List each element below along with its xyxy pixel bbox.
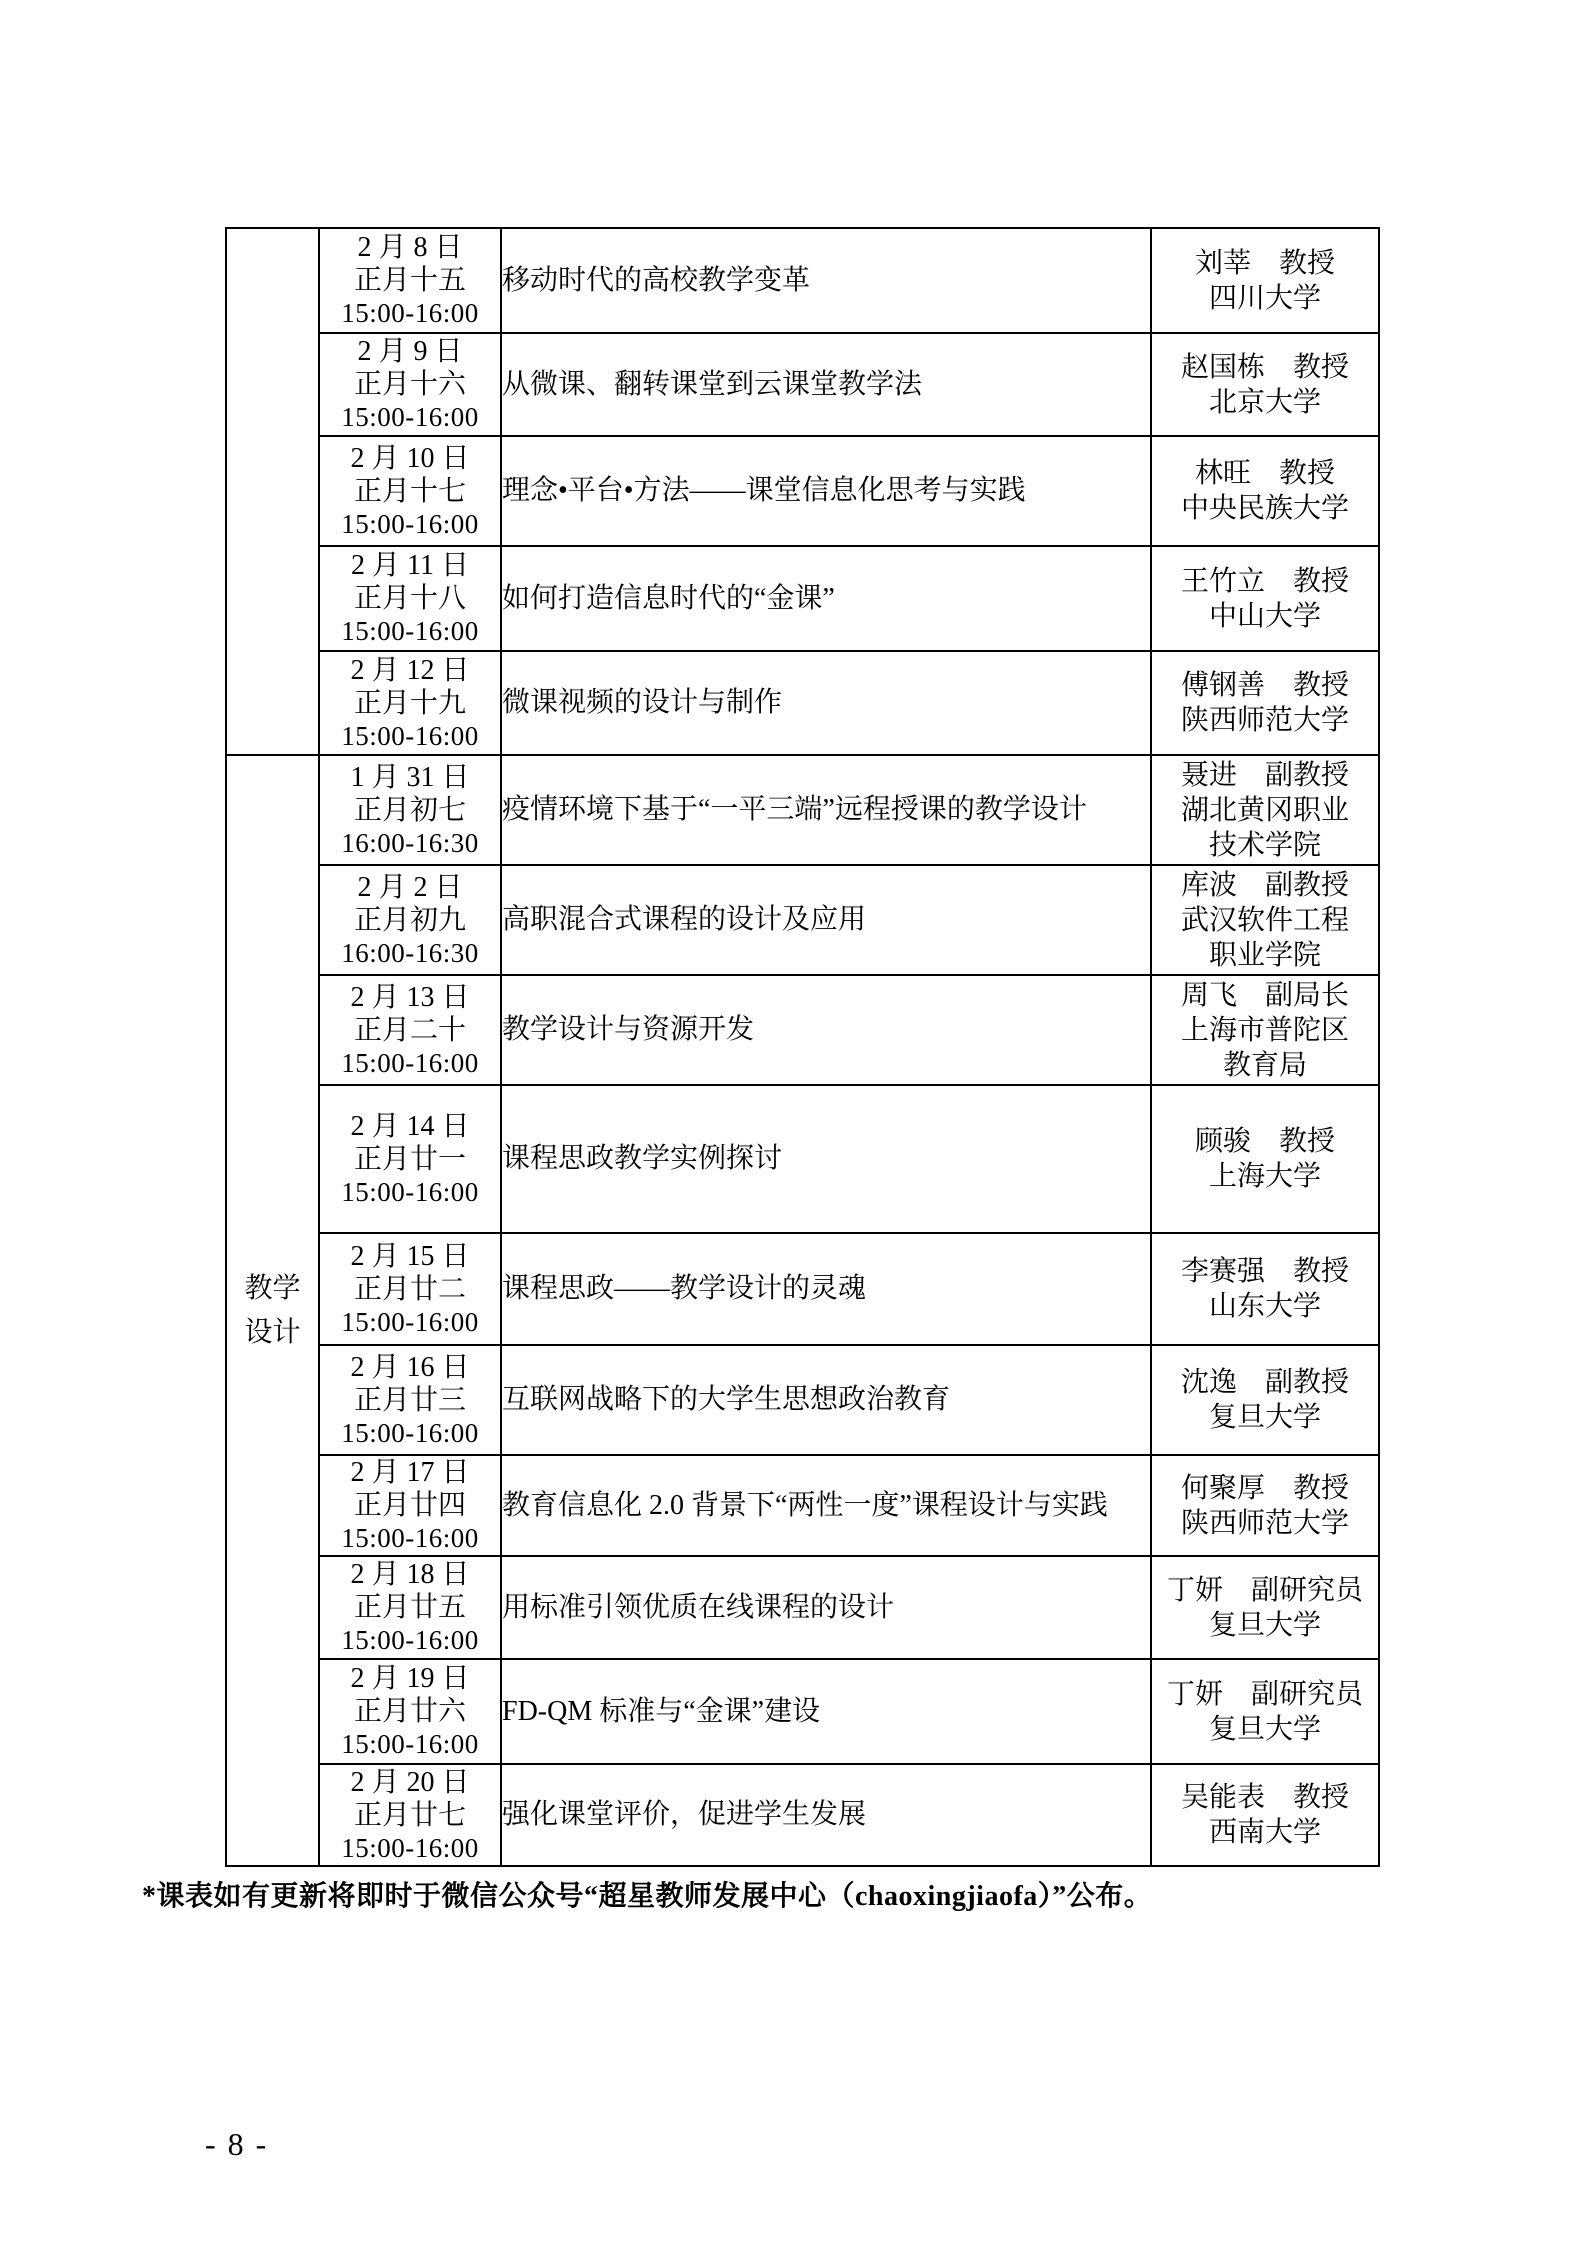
- lecture-title-cell: 课程思政——教学设计的灵魂: [501, 1233, 1151, 1345]
- speaker-affiliation: 陕西师范大学: [1180, 705, 1349, 736]
- date-cell: [319, 1345, 501, 1455]
- date-cell: [319, 1764, 501, 1866]
- date-time: 15:00-16:00: [341, 1832, 479, 1863]
- lecture-title-cell: 疫情环境下基于“一平三端”远程授课的教学设计: [501, 755, 1151, 865]
- lecture-title-cell: 如何打造信息时代的“金课”: [501, 546, 1151, 651]
- speaker-name-title: 库波 副教授: [1180, 869, 1349, 901]
- date-lunar: 正月十七: [353, 475, 466, 507]
- date-lunar: 正月十九: [353, 687, 466, 719]
- date-time: 15:00-16:00: [341, 1306, 479, 1337]
- speaker-affiliation: 北京大学: [1208, 386, 1321, 418]
- speaker-affiliation: 中山大学: [1208, 600, 1321, 632]
- lecture-title-cell: 强化课堂评价，促进学生发展: [501, 1764, 1151, 1866]
- speaker-name-title: 顾骏 教授: [1194, 1126, 1335, 1157]
- date-lunar: 正月廿七: [353, 1799, 466, 1831]
- speaker-name-title: 李赛强 教授: [1180, 1256, 1349, 1287]
- date-cell: [319, 228, 501, 333]
- date-cell: [319, 755, 501, 865]
- date-time: 15:00-16:00: [341, 1047, 479, 1078]
- schedule-table-body: [226, 228, 1379, 1866]
- table-row: [226, 436, 1379, 546]
- date-cell: [319, 1556, 501, 1659]
- date-time: 15:00-16:00: [341, 402, 479, 432]
- table-row: [226, 1659, 1379, 1764]
- speaker-cell: [1151, 1659, 1379, 1764]
- speaker-affiliation: 中央民族大学: [1180, 493, 1349, 524]
- lecture-title-cell: 课程思政教学实例探讨: [501, 1085, 1151, 1233]
- table-row: [226, 1233, 1379, 1345]
- lecture-title-cell: 从微课、翻转课堂到云课堂教学法: [501, 333, 1151, 436]
- speaker-name-title: 何聚厚 教授: [1180, 1472, 1349, 1504]
- date-lunar: 正月廿五: [353, 1592, 466, 1623]
- speaker-cell: [1151, 1764, 1379, 1866]
- group-header-cell: [226, 228, 319, 755]
- speaker-affiliation: 上海市普陀区: [1180, 1014, 1349, 1046]
- lecture-title-cell: FD-QM 标准与“金课”建设: [501, 1659, 1151, 1764]
- date-lunar: 正月初七: [353, 794, 466, 826]
- speaker-name-title: 林旺 教授: [1194, 458, 1335, 489]
- date-time: 15:00-16:00: [341, 1417, 479, 1448]
- date-cell: [319, 1233, 501, 1345]
- group-label-line: 教学: [244, 1272, 301, 1304]
- speaker-cell: [1151, 975, 1379, 1085]
- lecture-title-cell: 理念•平台•方法——课堂信息化思考与实践: [501, 436, 1151, 546]
- date-solar: 2 月 8 日: [357, 232, 463, 263]
- date-solar: 2 月 9 日: [357, 336, 463, 367]
- date-cell: [319, 651, 501, 755]
- speaker-name-title: 丁妍 副研究员: [1166, 1574, 1363, 1606]
- date-lunar: 正月二十: [353, 1014, 466, 1046]
- table-row: [226, 865, 1379, 975]
- date-solar: 2 月 14 日: [350, 1110, 470, 1142]
- date-time: 15:00-16:00: [341, 720, 479, 751]
- date-solar: 2 月 18 日: [350, 1559, 470, 1590]
- speaker-affiliation: 湖北黄冈职业: [1180, 794, 1349, 826]
- date-lunar: 正月初九: [353, 904, 466, 936]
- speaker-cell: [1151, 228, 1379, 333]
- speaker-cell: [1151, 1233, 1379, 1345]
- date-time: 15:00-16:00: [341, 616, 479, 646]
- lecture-title-cell: 微课视频的设计与制作: [501, 651, 1151, 755]
- speaker-affiliation: 复旦大学: [1208, 1609, 1321, 1641]
- speaker-name-title: 聂进 副教授: [1180, 759, 1349, 791]
- date-lunar: 正月廿六: [353, 1696, 466, 1727]
- date-cell: [319, 1659, 501, 1764]
- date-solar: 2 月 20 日: [350, 1766, 470, 1798]
- date-time: 16:00-16:30: [341, 937, 479, 968]
- date-time: 15:00-16:00: [341, 1729, 479, 1759]
- speaker-name-title: 丁妍 副研究员: [1166, 1678, 1363, 1710]
- date-solar: 2 月 12 日: [350, 654, 470, 686]
- lecture-title-cell: 教育信息化 2.0 背景下“两性一度”课程设计与实践: [501, 1455, 1151, 1556]
- lecture-title-cell: 教学设计与资源开发: [501, 975, 1151, 1085]
- speaker-name-title: 王竹立 教授: [1180, 565, 1349, 597]
- speaker-cell: [1151, 651, 1379, 755]
- table-row: [226, 1085, 1379, 1233]
- schedule-update-footnote: *课表如有更新将即时于微信公众号“超星教师发展中心（chaoxingjiaofa）”公布。: [142, 1881, 1153, 1912]
- speaker-name-title: 刘莘 教授: [1194, 247, 1335, 279]
- date-solar: 2 月 10 日: [350, 442, 470, 474]
- speaker-affiliation: 山东大学: [1208, 1291, 1321, 1322]
- date-lunar: 正月十六: [353, 369, 466, 400]
- speaker-name-title: 傅钢善 教授: [1180, 670, 1349, 701]
- date-solar: 1 月 31 日: [350, 761, 470, 793]
- date-cell: [319, 1455, 501, 1556]
- date-lunar: 正月廿二: [353, 1273, 466, 1305]
- speaker-affiliation: 复旦大学: [1208, 1713, 1321, 1745]
- speaker-affiliation: 上海大学: [1208, 1161, 1321, 1192]
- speaker-affiliation: 复旦大学: [1208, 1402, 1321, 1433]
- speaker-affiliation: 陕西师范大学: [1180, 1507, 1349, 1539]
- lecture-title-cell: 互联网战略下的大学生思想政治教育: [501, 1345, 1151, 1455]
- speaker-cell: [1151, 865, 1379, 975]
- table-row: [226, 333, 1379, 436]
- group-header-cell: [226, 755, 319, 1866]
- speaker-cell: [1151, 1455, 1379, 1556]
- date-solar: 2 月 13 日: [350, 981, 470, 1013]
- date-time: 16:00-16:30: [341, 827, 479, 858]
- page-number: - 8 -: [205, 2126, 269, 2162]
- lecture-title-cell: 移动时代的高校教学变革: [501, 228, 1151, 333]
- date-cell: [319, 1085, 501, 1233]
- date-time: 15:00-16:00: [341, 508, 479, 539]
- table-row: [226, 546, 1379, 651]
- speaker-cell: [1151, 436, 1379, 546]
- speaker-affiliation: 四川大学: [1208, 282, 1321, 314]
- date-cell: [319, 333, 501, 436]
- speaker-affiliation: 职业学院: [1208, 939, 1321, 971]
- speaker-cell: [1151, 333, 1379, 436]
- speaker-cell: [1151, 1556, 1379, 1659]
- speaker-cell: [1151, 1085, 1379, 1233]
- schedule-table: [225, 227, 1380, 1867]
- lecture-title-cell: 用标准引领优质在线课程的设计: [501, 1556, 1151, 1659]
- table-row: [226, 1556, 1379, 1659]
- group-label-line: 设计: [244, 1316, 301, 1348]
- date-solar: 2 月 2 日: [357, 871, 463, 903]
- date-time: 15:00-16:00: [341, 1523, 479, 1553]
- date-lunar: 正月廿三: [353, 1384, 466, 1416]
- table-row: [226, 1345, 1379, 1455]
- speaker-name-title: 吴能表 教授: [1180, 1782, 1349, 1813]
- date-lunar: 正月十八: [353, 583, 466, 614]
- table-row: [226, 755, 1379, 865]
- speaker-affiliation: 武汉软件工程: [1180, 904, 1349, 936]
- date-lunar: 正月十五: [353, 265, 466, 296]
- date-lunar: 正月廿一: [353, 1143, 466, 1175]
- date-solar: 2 月 15 日: [350, 1240, 470, 1272]
- speaker-cell: [1151, 1345, 1379, 1455]
- speaker-name-title: 周飞 副局长: [1180, 979, 1349, 1011]
- table-row: [226, 1764, 1379, 1866]
- speaker-name-title: 沈逸 副教授: [1180, 1367, 1349, 1398]
- date-solar: 2 月 16 日: [350, 1351, 470, 1383]
- date-solar: 2 月 17 日: [350, 1457, 470, 1488]
- date-lunar: 正月廿四: [353, 1490, 466, 1521]
- lecture-title-cell: 高职混合式课程的设计及应用: [501, 865, 1151, 975]
- date-time: 15:00-16:00: [341, 1625, 479, 1655]
- speaker-cell: [1151, 755, 1379, 865]
- date-cell: [319, 975, 501, 1085]
- speaker-cell: [1151, 546, 1379, 651]
- speaker-affiliation: 西南大学: [1208, 1817, 1321, 1848]
- table-row: [226, 651, 1379, 755]
- table-row: [226, 228, 1379, 333]
- date-cell: [319, 436, 501, 546]
- table-row: [226, 975, 1379, 1085]
- date-solar: 2 月 19 日: [350, 1663, 470, 1694]
- date-cell: [319, 865, 501, 975]
- speaker-affiliation: 技术学院: [1208, 829, 1321, 861]
- date-cell: [319, 546, 501, 651]
- speaker-name-title: 赵国栋 教授: [1180, 351, 1349, 383]
- speaker-affiliation: 教育局: [1222, 1049, 1307, 1081]
- table-row: [226, 1455, 1379, 1556]
- date-solar: 2 月 11 日: [351, 550, 469, 581]
- date-time: 15:00-16:00: [341, 1176, 479, 1207]
- date-time: 15:00-16:00: [341, 298, 479, 328]
